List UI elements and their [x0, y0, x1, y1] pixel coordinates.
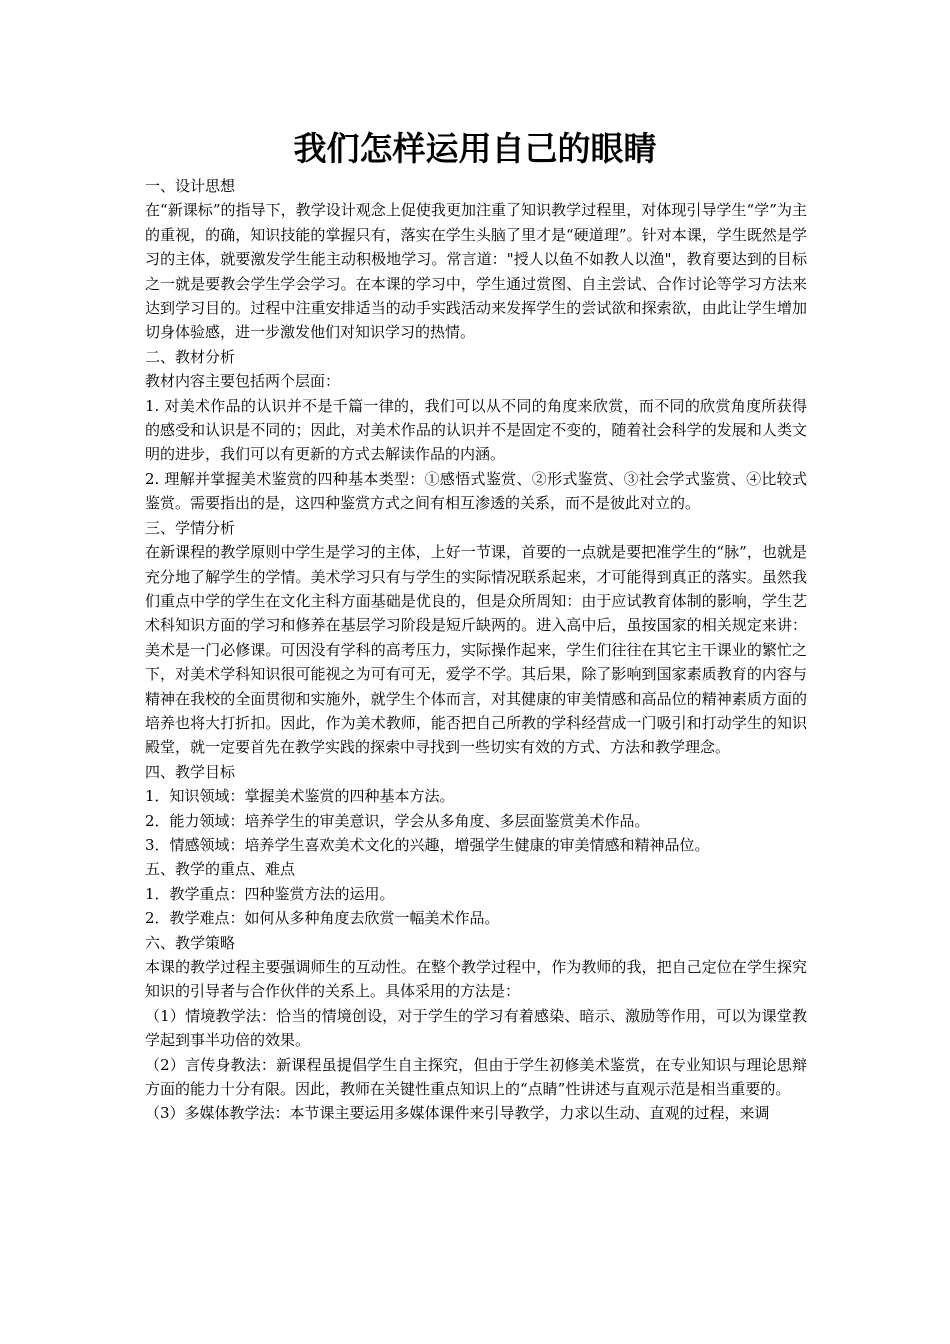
section-heading-teaching-strategy: 六、教学策略: [145, 933, 236, 952]
paragraph-material-intro: 教材内容主要包括两个层面：: [145, 372, 341, 391]
list-item-key-point: 1．教学重点：四种鉴赏方法的运用。: [145, 884, 395, 903]
document-title: 我们怎样运用自己的眼睛: [293, 129, 657, 168]
paragraph-student-analysis: 在新课程的教学原则中学生是学习的主体，上好一节课，首要的一点就是要把准学生的“脉”，也就是充分地了解学生的学情。美术学习只有与学生的实际情况联系起来，才可能得到真正的落实。虽然我们重点中学的学生在文化主科方面基础是优良的，但是众所周知：由于应试教育体制的影响，学生艺术科知识方面的学习和修养在基层学习阶段是短斤缺两的。进入高中后，虽按国家的相关规定来讲：美术是一门必修课。可因没有学科的高考压力，实际操作起来，学生们往往在其它主干课业的繁忙之下，对美术学科知识很可能视之为可有可无，爱学不学。其后果，除了影响到国家素质教育的内容与精神在我校的全面贯彻和实施外，就学生个体而言，对其健康的审美情感和高品位的精神素质方面的培养也将大打折扣。因此，作为美术教师，能否把自己所教的学科经营成一门吸引和打动学生的知识殿堂，就一定要首先在教学实践的探索中寻找到一些切实有效的方式、方法和教学理念。: [145, 543, 807, 757]
list-item-strategy-multimedia: （3）多媒体教学法：本节课主要运用多媒体课件来引导教学，力求以生动、直观的过程，来调: [145, 1104, 770, 1123]
document-body: [145, 174, 807, 1126]
paragraph-strategy-intro: 本课的教学过程主要强调师生的互动性。在整个教学过程中，作为教师的我，把自己定位在学生探究知识的引导者与合作伙伴的关系上。具体采用的方法是：: [145, 958, 807, 1001]
section-heading-design-idea: 一、设计思想: [145, 177, 236, 195]
section-heading-key-points: 五、教学的重点、难点: [145, 860, 296, 879]
list-item-goal-emotion: 3．情感领域：培养学生喜欢美术文化的兴趣，增强学生健康的审美情感和精神品位。: [145, 835, 710, 854]
list-item-goal-ability: 2．能力领域：培养学生的审美意识，学会从多角度、多层面鉴赏美术作品。: [145, 811, 650, 830]
paragraph-material-point-2: 2. 理解并掌握美术鉴赏的四种基本类型：①感悟式鉴赏、②形式鉴赏、③社会学式鉴赏、④比较式鉴赏。需要指出的是，这四种鉴赏方式之间有相互渗透的关系，而不是彼此对立的。: [145, 469, 807, 513]
paragraph-material-point-1: 1. 对美术作品的认识并不是千篇一律的，我们可以从不同的角度来欣赏，而不同的欣赏角度所获得的感受和认识是不同的；因此，对美术作品的认识并不是固定不变的，随着社会科学的发展和人类文明的进步，我们可以有更新的方式去解读作品的内涵。: [145, 396, 807, 464]
paragraph-design-idea: 在“新课标”的指导下，教学设计观念上促使我更加注重了知识教学过程里，对体现引导学生“学”为主的重视，的确，知识技能的掌握只有，落实在学生头脑了里才是“硬道理”。针对本课，学生既然是学习的主体，就要激发学生能主动积极地学习。常言道："授人以鱼不如教人以渔"，教育要达到的目标之一就是要教会学生学会学习。在本课的学习中，学生通过赏图、自主尝试、合作讨论等学习方法来达到学习目的。过程中注重安排适当的动手实践活动来发挥学生的尝试欲和探索欲，由此让学生增加切身体验感，进一步激发他们对知识学习的热情。: [145, 201, 807, 342]
list-item-strategy-demonstration: （2）言传身教法：新课程虽提倡学生自主探究，但由于学生初修美术鉴赏，在专业知识与理论思辩方面的能力十分有限。因此，教师在关键性重点知识上的“点睛”性讲述与直观示范是相当重要的。: [145, 1055, 807, 1099]
list-item-strategy-situation: （1）情境教学法：恰当的情境创设，对于学生的学习有着感染、暗示、激励等作用，可以为课堂教学起到事半功倍的效果。: [145, 1006, 807, 1050]
section-heading-student-analysis: 三、学情分析: [145, 518, 236, 537]
list-item-goal-knowledge: 1．知识领域：掌握美术鉴赏的四种基本方法。: [145, 787, 455, 806]
section-heading-teaching-goals: 四、教学目标: [145, 762, 236, 781]
section-heading-material-analysis: 二、教材分析: [145, 347, 236, 366]
list-item-difficult-point: 2．教学难点：如何从多种角度去欣赏一幅美术作品。: [145, 909, 500, 928]
